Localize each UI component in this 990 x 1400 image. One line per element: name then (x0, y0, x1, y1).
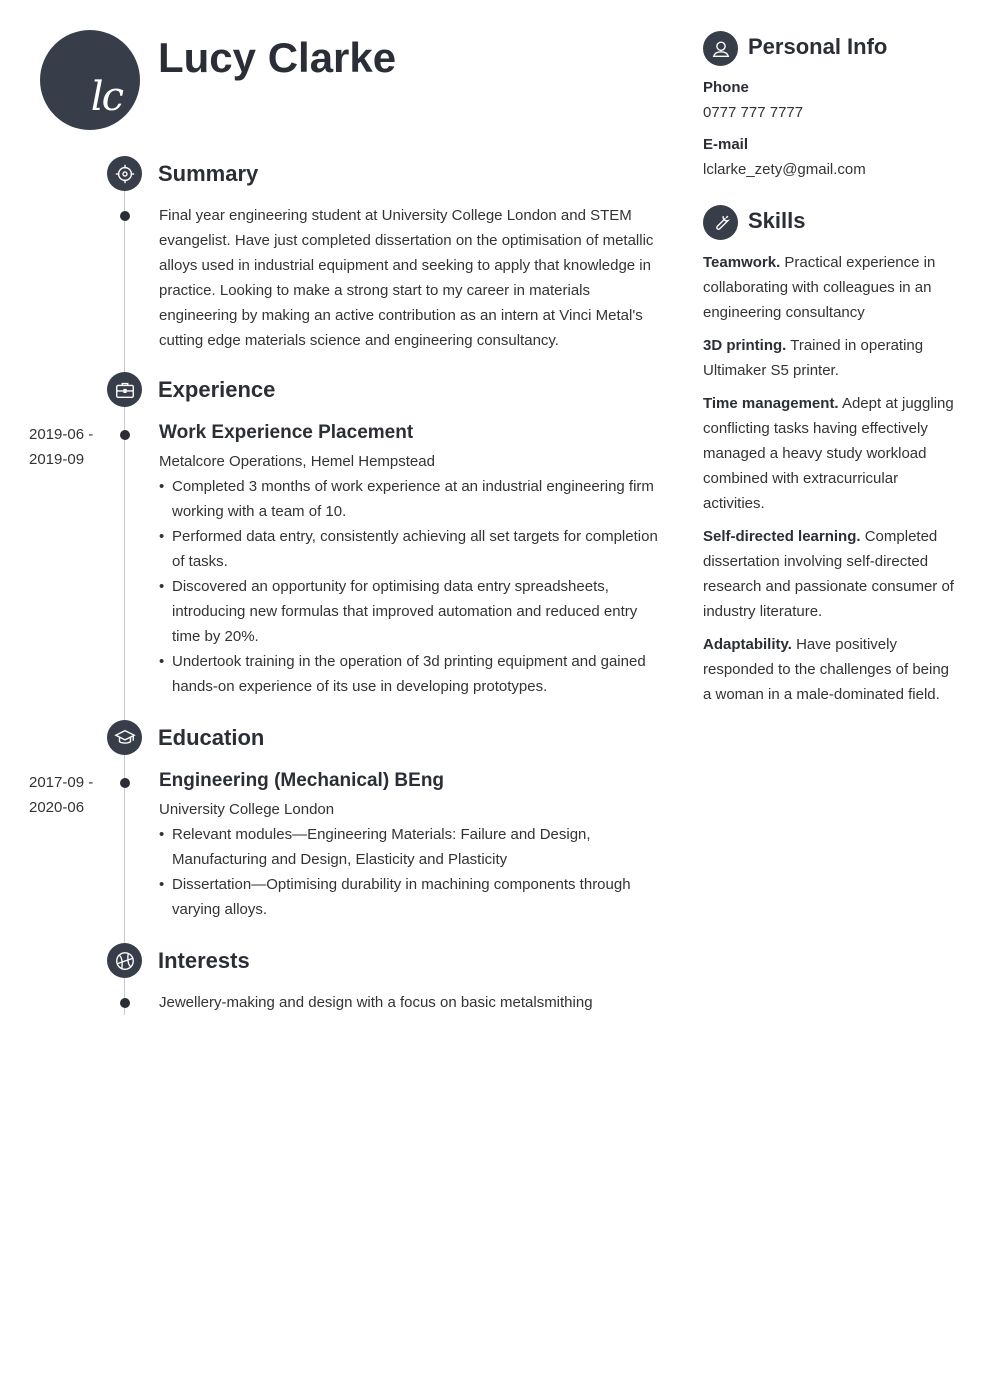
skill-text: Practical experience in collaborating with colleagues in an engineering consultancy (703, 254, 936, 321)
skill-text: Trained in operating Ultimaker S5 printer. (703, 337, 924, 379)
entry-bullets (159, 822, 664, 922)
entry-subtitle: University College London (159, 801, 335, 818)
briefcase-icon (107, 372, 142, 407)
bullet-item: • Undertook training in the operation of 3d printing equipment and gained hands-on experience of its use in developing prototypes. (159, 649, 664, 699)
basketball-icon (107, 943, 142, 978)
entry-title: Engineering (Mechanical) BEng (159, 770, 445, 791)
person-icon (703, 31, 738, 66)
email-label: E-mail (703, 136, 749, 153)
graduation-cap-icon (107, 720, 142, 755)
candidate-name: Lucy Clarke (158, 34, 397, 81)
skill-item (703, 524, 961, 624)
skill-name: 3D printing. (703, 337, 787, 354)
date-end: 2019-09 (29, 451, 85, 468)
email-value[interactable]: lclarke_zety@gmail.com (703, 161, 866, 178)
experience-heading: Experience (158, 377, 276, 402)
interests-heading: Interests (158, 948, 250, 973)
skill-name: Teamwork. (703, 254, 781, 271)
education-heading: Education (158, 725, 265, 750)
skill-item (703, 391, 961, 516)
bullet-item: • Relevant modules—Engineering Materials: Failure and Design, Manufacturing and Design, Elasticity and Plasticity (159, 822, 664, 872)
bullet-item: • Completed 3 months of work experience at an industrial engineering firm working with a team of 10. (159, 474, 664, 524)
skills-heading: Skills (748, 208, 806, 233)
wrench-icon (703, 205, 738, 240)
experience-date (29, 422, 109, 472)
experience-entry (159, 422, 664, 699)
interests-text: Jewellery-making and design with a focus on basic metalsmithing (159, 994, 593, 1011)
timeline-line (124, 175, 125, 1015)
phone-value[interactable]: 0777 777 7777 (703, 104, 804, 121)
skill-item (703, 632, 961, 707)
entry-subtitle: Metalcore Operations, Hemel Hempstead (159, 453, 435, 470)
skill-name: Time management. (703, 395, 839, 412)
date-end: 2020-06 (29, 799, 85, 816)
bullet-item: • Performed data entry, consistently achieving all set targets for completion of tasks. (159, 524, 664, 574)
skill-text: Have positively responded to the challenges of being a woman in a male-dominated field. (703, 636, 950, 703)
entry-title: Work Experience Placement (159, 422, 414, 443)
education-date (29, 770, 109, 820)
summary-target-icon (107, 156, 142, 191)
contact-details (703, 79, 963, 178)
monogram-avatar (40, 30, 140, 130)
skills-list (703, 250, 961, 707)
date-start: 2019-06 - (29, 426, 94, 443)
education-entry (159, 770, 664, 922)
skill-name: Adaptability. (703, 636, 792, 653)
skill-item (703, 250, 961, 325)
skill-text: Completed dissertation involving self-directed research and passionate consumer of industry literature. (703, 528, 954, 620)
skill-text: Adept at juggling conflicting tasks having effectively managed a heavy study workload combined with extracurricular activities. (703, 395, 954, 512)
date-start: 2017-09 - (29, 774, 94, 791)
timeline-dot (120, 778, 130, 788)
entry-bullets (159, 474, 664, 699)
personal-info-heading: Personal Info (748, 34, 888, 59)
skill-item (703, 333, 961, 383)
bullet-item: • Discovered an opportunity for optimising data entry spreadsheets, introducing new formulas that improved automation and reduced entry time by 20%. (159, 574, 664, 649)
timeline-dot (120, 430, 130, 440)
monogram-initials: lc (90, 74, 122, 120)
timeline-dot (120, 998, 130, 1008)
phone-label: Phone (703, 79, 749, 96)
summary-text: Final year engineering student at University College London and STEM evangelist. Have just completed dissertation on the optimisation of metallic alloys used in industrial equipment and seeking to apply that knowledge in practice. Looking to make a strong start to my career in materials engineering by making an active contribution as an intern at Vinci Metal's cutting edge materials science and engineering consultancy. (159, 207, 654, 349)
summary-heading: Summary (158, 161, 259, 186)
timeline-dot (120, 211, 130, 221)
skill-name: Self-directed learning. (703, 528, 861, 545)
bullet-item: • Dissertation—Optimising durability in machining components through varying alloys. (159, 872, 664, 922)
